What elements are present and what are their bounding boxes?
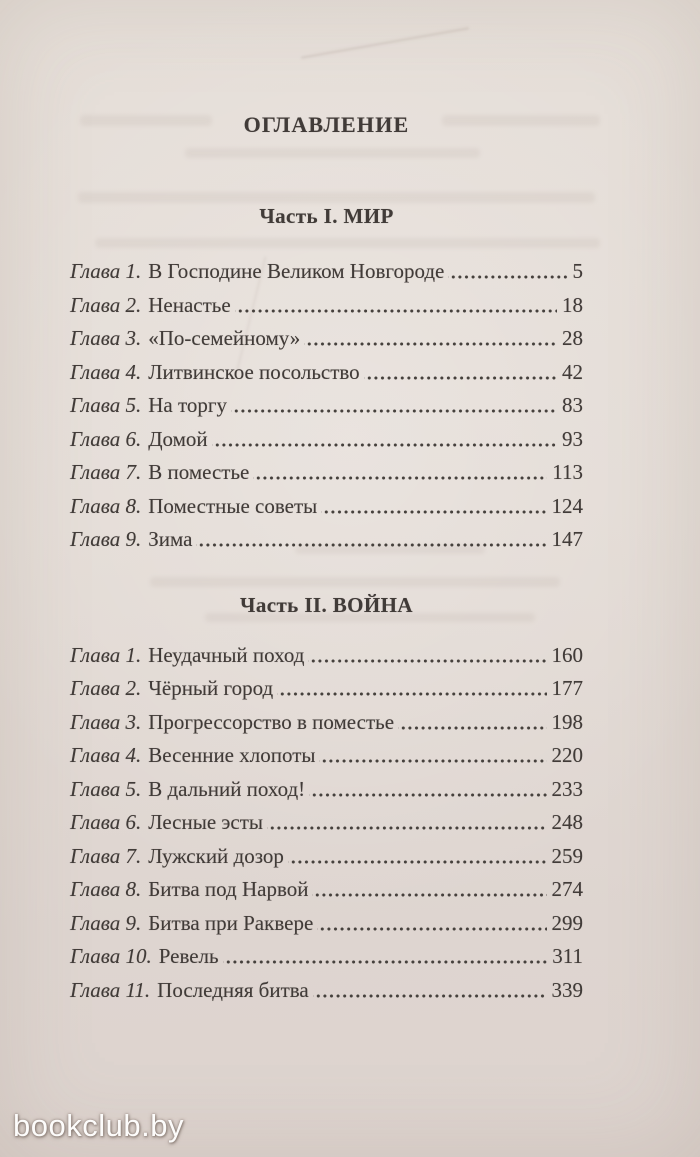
toc-entry bbox=[70, 523, 583, 557]
toc-entry-page-number: 160 bbox=[551, 642, 583, 667]
toc-entry-title: Битва под Нарвой bbox=[148, 877, 309, 901]
toc-entry-chapter: Глава 2. bbox=[70, 292, 142, 317]
toc-entry bbox=[70, 389, 583, 423]
toc-entry-page-number: 220 bbox=[551, 743, 583, 767]
toc-entry-chapter: Глава 9. bbox=[70, 527, 142, 551]
toc-entry bbox=[70, 706, 583, 740]
toc-entry-chapter: Глава 6. bbox=[70, 810, 142, 834]
toc-entry-chapter: Глава 10. bbox=[70, 944, 152, 968]
toc-entry-page-number: 248 bbox=[551, 810, 583, 834]
toc-entry-chapter: Глава 11. bbox=[70, 977, 151, 1002]
toc-entry-chapter: Глава 4. bbox=[70, 359, 142, 384]
toc-entry-chapter: Глава 3. bbox=[70, 326, 142, 350]
toc-entry bbox=[70, 490, 583, 524]
toc-entry-title: В поместье bbox=[148, 460, 250, 484]
toc-entry-chapter: Глава 5. bbox=[70, 393, 142, 417]
dot-leader bbox=[223, 940, 548, 974]
toc-entry-page-number: 93 bbox=[562, 426, 583, 451]
toc-list-part-1 bbox=[70, 255, 583, 557]
toc-entry-chapter: Глава 3. bbox=[70, 709, 142, 734]
toc-entry-page-number: 42 bbox=[562, 359, 583, 384]
toc-entry-page-number: 339 bbox=[551, 977, 583, 1002]
toc-entry-title: Поместные советы bbox=[148, 493, 318, 518]
toc-entry-title: Последняя битва bbox=[157, 977, 309, 1002]
toc-entry-title: В дальний поход! bbox=[148, 776, 306, 801]
toc-entry-title: Неудачный поход bbox=[148, 642, 305, 667]
toc-entry-chapter: Глава 4. bbox=[70, 743, 142, 767]
toc-entry-title: В Господине Великом Новгороде bbox=[148, 259, 445, 283]
toc-entry-page-number: 5 bbox=[572, 259, 583, 283]
toc-entry bbox=[70, 907, 583, 941]
watermark-bookclub: bookclub.by bbox=[13, 1108, 184, 1143]
toc-entry-title: «По-семейному» bbox=[148, 326, 301, 350]
dot-leader bbox=[288, 840, 547, 874]
toc-entry-chapter: Глава 5. bbox=[70, 776, 142, 801]
toc-entry bbox=[70, 456, 583, 490]
toc-entry-chapter: Глава 8. bbox=[70, 877, 142, 901]
toc-entry bbox=[70, 873, 583, 907]
dot-leader bbox=[212, 423, 557, 457]
toc-entry bbox=[70, 974, 583, 1008]
toc-entry bbox=[70, 773, 583, 807]
toc-entry-page-number: 233 bbox=[551, 776, 583, 801]
dot-leader bbox=[398, 706, 546, 740]
part-heading-2: Часть II. ВОЙНА bbox=[240, 592, 413, 617]
toc-entry-chapter: Глава 1. bbox=[70, 259, 142, 283]
toc-entry-chapter: Глава 9. bbox=[70, 910, 142, 935]
toc-entry-page-number: 299 bbox=[551, 910, 583, 935]
dot-leader bbox=[317, 907, 546, 941]
toc-entry bbox=[70, 423, 583, 457]
toc-entry-title: Чёрный город bbox=[148, 676, 274, 700]
toc-entry bbox=[70, 672, 583, 706]
toc-entry bbox=[70, 739, 583, 773]
dot-leader bbox=[448, 255, 567, 289]
toc-entry-title: Ревель bbox=[158, 944, 219, 968]
dot-leader bbox=[253, 456, 547, 490]
toc-entry-chapter: Глава 1. bbox=[70, 642, 142, 667]
toc-entry-title: Весенние хлопоты bbox=[148, 743, 316, 767]
toc-entry bbox=[70, 840, 583, 874]
toc-entry bbox=[70, 322, 583, 356]
toc-entry-page-number: 83 bbox=[562, 393, 583, 417]
toc-entry-page-number: 177 bbox=[551, 676, 583, 700]
dot-leader bbox=[364, 356, 557, 390]
toc-entry bbox=[70, 639, 583, 673]
toc-entry-page-number: 274 bbox=[551, 877, 583, 901]
page-title: ОГЛАВЛЕНИЕ bbox=[243, 112, 410, 137]
dot-leader bbox=[196, 523, 546, 557]
toc-entry-chapter: Глава 8. bbox=[70, 493, 142, 518]
dot-leader bbox=[319, 739, 546, 773]
toc-entry-page-number: 198 bbox=[551, 709, 583, 734]
dot-leader bbox=[308, 639, 546, 673]
toc-entry-title: Битва при Раквере bbox=[148, 910, 314, 935]
toc-entry-chapter: Глава 2. bbox=[70, 676, 142, 700]
toc-entry bbox=[70, 940, 583, 974]
toc-entry-page-number: 28 bbox=[562, 326, 583, 350]
toc-content bbox=[70, 0, 583, 1007]
toc-entry-title: Зима bbox=[148, 527, 193, 551]
dot-leader bbox=[235, 289, 557, 323]
toc-entry-title: На торгу bbox=[148, 393, 227, 417]
toc-entry-page-number: 259 bbox=[551, 843, 583, 868]
toc-entry-chapter: Глава 7. bbox=[70, 843, 142, 868]
toc-entry bbox=[70, 255, 583, 289]
toc-entry bbox=[70, 356, 583, 390]
toc-entry-title: Лесные эсты bbox=[148, 810, 264, 834]
toc-entry-title: Прогрессорство в поместье bbox=[148, 709, 395, 734]
toc-entry-chapter: Глава 7. bbox=[70, 460, 142, 484]
toc-entry-page-number: 311 bbox=[552, 944, 583, 968]
toc-entry bbox=[70, 806, 583, 840]
toc-list-part-2 bbox=[70, 639, 583, 1008]
part-heading-1: Часть I. МИР bbox=[259, 204, 394, 228]
toc-entry-page-number: 147 bbox=[551, 527, 583, 551]
toc-entry bbox=[70, 289, 583, 323]
dot-leader bbox=[312, 873, 546, 907]
toc-entry-title: Литвинское посольство bbox=[148, 359, 360, 384]
toc-entry-title: Домой bbox=[148, 426, 208, 451]
dot-leader bbox=[277, 672, 546, 706]
dot-leader bbox=[231, 389, 557, 423]
toc-entry-chapter: Глава 6. bbox=[70, 426, 142, 451]
toc-entry-page-number: 113 bbox=[552, 460, 583, 484]
dot-leader bbox=[321, 490, 546, 524]
dot-leader bbox=[313, 974, 547, 1008]
toc-entry-title: Лужский дозор bbox=[148, 843, 284, 868]
dot-leader bbox=[267, 806, 546, 840]
toc-entry-title: Ненастье bbox=[148, 292, 231, 317]
toc-entry-page-number: 124 bbox=[551, 493, 583, 518]
dot-leader bbox=[309, 773, 546, 807]
dot-leader bbox=[304, 322, 557, 356]
toc-entry-page-number: 18 bbox=[562, 292, 583, 317]
